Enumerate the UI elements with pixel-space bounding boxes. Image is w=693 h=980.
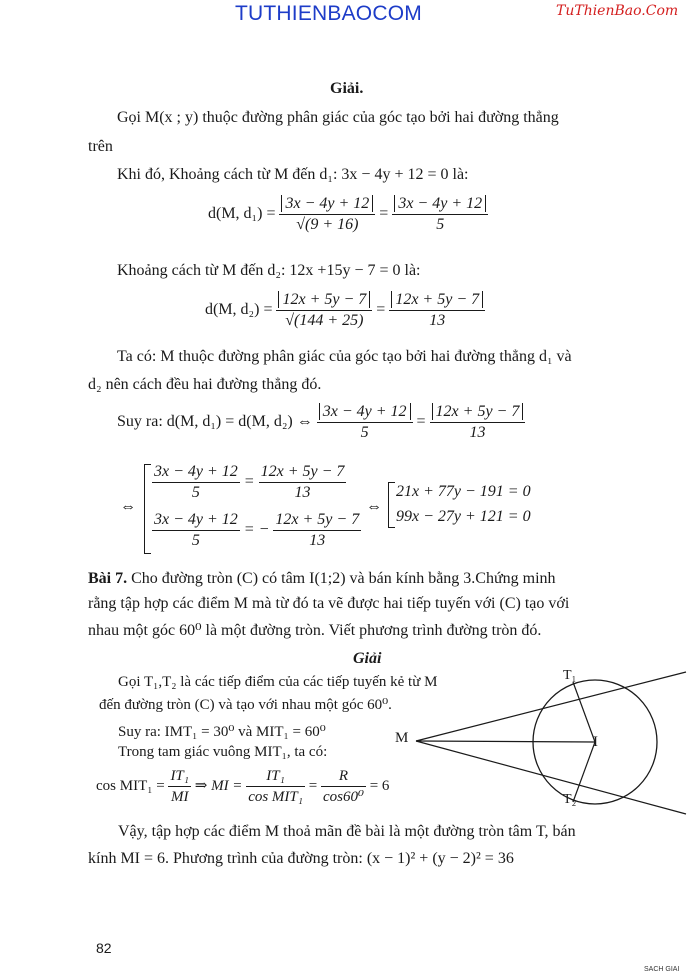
- fraction-numerator: 12x + 5y − 7: [432, 403, 524, 420]
- fraction-denominator: 5: [191, 532, 200, 549]
- exercise-label: Bài 7.: [88, 570, 128, 587]
- site-logo: TuThienBao.Com: [556, 3, 679, 19]
- equation-lhs: d(M, d₂) =: [205, 301, 273, 319]
- fraction-numerator: 12x + 5y − 7: [278, 291, 370, 308]
- paragraph: Gọi M(x ; y) thuộc đường phân giác của góc tạo bởi hai đường thẳng: [117, 109, 559, 126]
- exercise-text: Cho đường tròn (C) có tâm I(1;2) và bán kính bằng 3.Chứng minh: [131, 570, 556, 587]
- exercise-line: nhau một góc 60⁰ là một đường tròn. Viết phương trình đường tròn đó.: [88, 622, 542, 639]
- paragraph: Gọi T₁,T₂ là các tiếp điểm của các tiếp tuyến kẻ từ M: [118, 674, 438, 690]
- fraction-denominator: 5: [191, 484, 200, 501]
- label-t2: T₂: [563, 792, 577, 807]
- paragraph: Khoảng cách từ M đến d₂: 12x +15y − 7 = 0 là:: [117, 262, 421, 279]
- fraction-denominator: 13: [469, 424, 486, 441]
- solution-heading: Giải: [353, 650, 382, 667]
- segment-mi: [416, 741, 595, 742]
- system-row-2: $\frac{3x - 4y + 12}{5}$ = − $\frac{12x + 5y - 7}{13}$: [154, 511, 360, 549]
- equation-distance-d2: d(M, d₂) = $\frac{12x + 5y - 7}{√(144 + 25)}$ = $\frac{12x + 5y - 7}{13}$: [205, 290, 485, 331]
- paragraph: Trong tam giác vuông MIT₁, ta có:: [118, 744, 328, 760]
- conclusion-line: Vậy, tập hợp các điểm M thoả mãn đề bài là một đường tròn tâm T, bán: [118, 823, 576, 840]
- fraction-numerator: R: [321, 766, 366, 787]
- system-row-1: $\frac{3x - 4y + 12}{5}$ = $\frac{12x + 5y - 7}{13}$: [154, 463, 345, 501]
- equation-distance-d1: d(M, d₁) = $\frac{3x - 4y + 12}{√(9 + 16)}$ = $\frac{3x - 4y + 12}{5}$: [208, 194, 488, 235]
- fraction-numerator: 12x + 5y − 7: [273, 510, 361, 531]
- cosine-equation: cos MIT₁ = $\frac{\text{IT₁}}{MI}$ ⇒ MI = $\frac{\text{IT₁}}{\text{cos MIT₁}}$ = $\frac{R}{\text{cos60⁰}}$ = 6: [96, 768, 390, 805]
- fraction-denominator: 5: [360, 424, 369, 441]
- label-t1: T₁: [563, 668, 577, 683]
- paragraph: Ta có: M thuộc đường phân giác của góc tạo bởi hai đường thẳng d₁ và: [117, 348, 572, 365]
- equation-lhs: d(M, d₁) =: [208, 205, 276, 223]
- exercise-line: [88, 570, 556, 588]
- fraction-numerator: 3x − 4y + 12: [152, 462, 240, 483]
- label-i: I: [593, 734, 598, 750]
- fraction-numerator: 3x − 4y + 12: [394, 195, 486, 212]
- fraction-denominator: 13: [294, 484, 311, 501]
- tangent-circle-figure: [390, 668, 690, 818]
- fraction-denominator: 13: [429, 312, 446, 329]
- result-value: = 6: [369, 777, 390, 794]
- watermark: SACH GIAI: [644, 966, 680, 973]
- fraction-denominator: 13: [309, 532, 326, 549]
- fraction-denominator: 5: [436, 216, 445, 233]
- fraction-numerator: 3x − 4y + 12: [281, 195, 373, 212]
- result-equation-1: 21x + 77y − 191 = 0: [396, 483, 531, 500]
- result-equation-2: 99x − 27y + 121 = 0: [396, 508, 531, 525]
- bracket-left: [144, 464, 151, 554]
- implies-text: ⇒ MI =: [194, 777, 243, 794]
- fraction-numerator: 3x − 4y + 12: [319, 403, 411, 420]
- paragraph: trên: [88, 138, 113, 155]
- exercise-line: rằng tập hợp các điểm M mà từ đó ta vẽ được hai tiếp tuyến với (C) tạo với: [88, 595, 570, 612]
- fraction-numerator: 3x − 4y + 12: [152, 510, 240, 531]
- equivalence-symbol: ⇔: [120, 498, 136, 515]
- paragraph: Suy ra: IMT₁ = 30⁰ và MIT₁ = 60⁰: [118, 724, 326, 740]
- conclusion-line: kính MI = 6. Phương trình của đường tròn: (x − 1)² + (y − 2)² = 36: [88, 850, 514, 867]
- equation-equal-distance: Suy ra: d(M, d₁) = d(M, d₂) ⇔ $\frac{3x - 4y + 12}{5}$ = $\frac{12x + 5y - 7}{13}$: [117, 402, 525, 443]
- label-m: M: [395, 730, 409, 746]
- solution-heading: Giải.: [330, 80, 364, 97]
- paragraph: Khi đó, Khoảng cách từ M đến d₁: 3x − 4y + 12 = 0 là:: [117, 166, 469, 183]
- fraction-denominator: MI: [170, 789, 189, 805]
- page-number: 82: [96, 940, 112, 956]
- radius-it1: [573, 682, 595, 742]
- fraction-numerator: IT₁: [168, 766, 191, 787]
- equation-lhs: cos MIT₁ =: [96, 777, 165, 794]
- paragraph: đến đường tròn (C) và tạo với nhau một góc 60⁰.: [99, 697, 392, 713]
- equivalence-symbol: ⇔: [366, 498, 382, 515]
- fraction-numerator: 12x + 5y − 7: [391, 291, 483, 308]
- fraction-denominator: cos60⁰: [322, 789, 364, 805]
- paragraph: d₂ nên cách đều hai đường thẳng đó.: [88, 376, 322, 393]
- site-title: TUTHIENBAOCOM: [235, 2, 422, 25]
- fraction-denominator: √(9 + 16): [296, 216, 359, 233]
- fraction-denominator: cos MIT₁: [248, 789, 303, 805]
- fraction-numerator: 12x + 5y − 7: [259, 462, 347, 483]
- equation-lhs: Suy ra: d(M, d₁) = d(M, d₂) ⇔: [117, 413, 313, 431]
- fraction-numerator: IT₁: [246, 766, 305, 787]
- bracket-right: [388, 482, 395, 528]
- fraction-denominator: √(144 + 25): [285, 312, 364, 329]
